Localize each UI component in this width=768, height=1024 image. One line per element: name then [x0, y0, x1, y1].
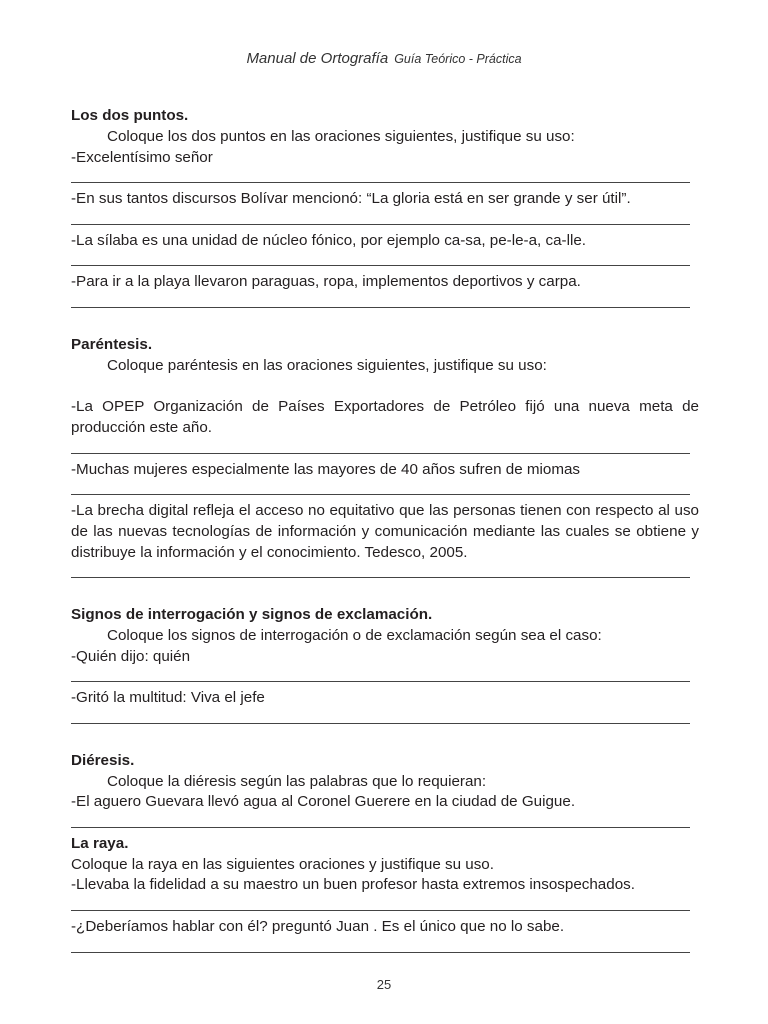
exercise-item: -Gritó la multitud: Viva el jefe — [71, 689, 265, 707]
exercise-item: -¿Deberíamos hablar con él? preguntó Juan . Es el único que no lo sabe. — [71, 918, 565, 936]
spacer — [71, 376, 699, 397]
instruction-raya: Coloque la raya en las siguientes oraciones y justifique su uso. — [71, 855, 494, 873]
exercise-item: -La sílaba es una unidad de núcleo fónico, por ejemplo ca-sa, pe-le-a, ca-lle. — [71, 231, 586, 249]
instruction-dos-puntos: Coloque los dos puntos en las oraciones siguientes, justifique su uso: — [107, 127, 575, 145]
section-title-raya: La raya. — [71, 834, 129, 852]
exercise-item: -La OPEP Organización de Países Exportadores de Petróleo fijó una nueva meta de producción este año. — [71, 398, 699, 436]
answer-line[interactable] — [71, 210, 699, 231]
exercise-item: -En sus tantos discursos Bolívar mencionó: “La gloria está en ser grande y ser útil”. — [71, 190, 631, 208]
instruction-parentesis: Coloque paréntesis en las oraciones siguientes, justifique su uso: — [107, 356, 547, 374]
header-subtitle: Guía Teórico - Práctica — [394, 52, 522, 66]
answer-line[interactable] — [71, 564, 699, 585]
exercise-item: -La brecha digital refleja el acceso no equitativo que las personas tienen con respecto al uso de las nuevas tecnologías de información y comunicación mediante las cuales se obtiene y distribuye la información y el conocimiento. Tedesco, 2005. — [71, 502, 699, 561]
section-title-interrogacion: Signos de interrogación y signos de exclamación. — [71, 606, 433, 624]
spacer — [71, 314, 699, 335]
exercise-item: -Excelentísimo señor — [71, 148, 213, 166]
spacer — [71, 584, 699, 605]
section-title-dos-puntos: Los dos puntos. — [71, 107, 189, 124]
section-title-dieresis: Diéresis. — [71, 751, 135, 769]
exercise-item: -Para ir a la playa llevaron paraguas, ropa, implementos deportivos y carpa. — [71, 273, 581, 291]
page-content — [71, 106, 699, 959]
answer-line[interactable] — [71, 709, 699, 730]
answer-line[interactable] — [71, 252, 699, 273]
answer-line[interactable] — [71, 938, 699, 959]
instruction-interrogacion: Coloque los signos de interrogación o de exclamación según sea el caso: — [107, 626, 602, 644]
answer-line[interactable] — [71, 293, 699, 314]
answer-line[interactable] — [71, 168, 699, 189]
exercise-item: -Quién dijo: quién — [71, 647, 191, 665]
answer-line[interactable] — [71, 480, 699, 501]
section-title-parentesis: Paréntesis. — [71, 335, 153, 353]
instruction-dieresis: Coloque la diéresis según las palabras que lo requieran: — [107, 772, 487, 790]
answer-line[interactable] — [71, 439, 699, 460]
exercise-item: -Muchas mujeres especialmente las mayores de 40 años sufren de miomas — [71, 460, 581, 478]
answer-line[interactable] — [71, 813, 699, 834]
answer-line[interactable] — [71, 896, 699, 917]
spacer — [71, 730, 699, 751]
exercise-item: -El aguero Guevara llevó agua al Coronel Guerere en la ciudad de Guigue. — [71, 793, 576, 811]
answer-line[interactable] — [71, 668, 699, 689]
exercise-item: -Llevaba la fidelidad a su maestro un buen profesor hasta extremos insospechados. — [71, 876, 635, 894]
header-title: Manual de Ortografía — [246, 50, 389, 67]
page-header — [0, 50, 768, 68]
page-number: 25 — [376, 977, 392, 992]
